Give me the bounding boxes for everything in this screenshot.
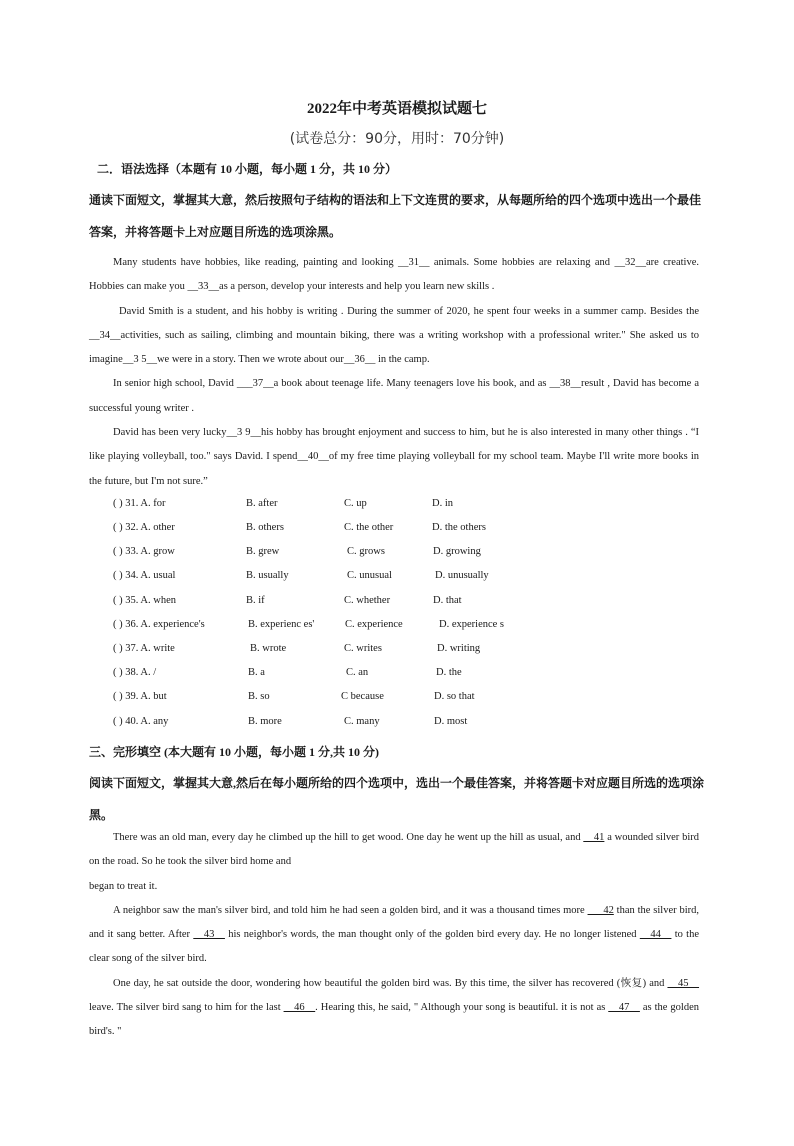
option-d: D. growing — [433, 546, 481, 557]
option-a: ( ) 38. A. / — [113, 667, 157, 678]
option-row-37[interactable] — [113, 643, 713, 663]
option-row-39[interactable] — [113, 691, 713, 711]
option-a: ( ) 33. A. grow — [113, 546, 175, 557]
option-d: D. most — [434, 716, 468, 727]
cloze-paragraph-3: One day, he sat outside the door, wondering how beautiful the golden bird was. By this time, the silver has recovered (恢复) and __45__ leave. The silver bird sang to him for the last __46__. Hearing this, he said, " Although your song is beautiful. it is not as __47__ as the golden bird's. " — [89, 977, 700, 1038]
option-c: C. whether — [344, 595, 391, 606]
option-a: ( ) 40. A. any — [113, 716, 169, 727]
option-a: ( ) 39. A. but — [113, 691, 167, 702]
cloze-paragraph-1: There was an old man, every day he climbed up the hill to get wood. One day he went up the hill as usual, and __41 a wounded silver bird on the road. So he took the silver bird home and — [89, 832, 699, 868]
option-c: C. the other — [344, 522, 394, 533]
option-row-32[interactable] — [113, 522, 713, 542]
section2-heading: 二．语法选择（本题有 10 小题，每小题 1 分，共 10 分） — [97, 162, 398, 176]
blank-45: __45__ — [667, 977, 699, 989]
option-d: D. the others — [432, 522, 486, 533]
option-c: C. experience — [345, 619, 403, 630]
blank-42: ___42 — [587, 904, 614, 916]
option-d: D. unusually — [435, 570, 489, 581]
section2-passage — [89, 251, 699, 494]
option-b: B. others — [246, 522, 284, 533]
section3-heading: 三、完形填空 (本大题有 10 小题，每小题 1 分,共 10 分) — [89, 745, 379, 759]
exam-title: 2022年中考英语模拟试题七 — [306, 101, 487, 117]
section3-instruction: 阅读下面短文，掌握其大意,然后在每小题所给的四个选项中，选出一个最佳答案，并将答题卡对应题目所选的选项涂黑。 — [89, 776, 705, 822]
option-b: B. experienc es' — [248, 619, 315, 630]
blank-46: __46__ — [283, 1002, 316, 1014]
option-a: ( ) 31. A. for — [113, 498, 166, 509]
passage-paragraph-1: Many students have hobbies, like reading, painting and looking __31__ animals. Some hobbies are relaxing and __32__are creative. Hobbies can make you __33__as a person, develop your interests and help you learn new skills . — [89, 257, 699, 293]
blank-41: __41 — [583, 832, 605, 843]
option-a: ( ) 36. A. experience's — [113, 619, 205, 630]
option-a: ( ) 37. A. write — [113, 643, 175, 654]
option-b: B. wrote — [250, 643, 287, 654]
option-b: B. usually — [246, 570, 289, 581]
section2-instruction: 通读下面短文，掌握其大意，然后按照句子结构的语法和上下文连贯的要求，从每题所给的四个选项中选出一个最佳答案，并将答题卡上对应题目所选的选项涂黑。 — [89, 193, 702, 239]
option-row-36[interactable] — [113, 619, 713, 639]
option-b: B. so — [248, 691, 270, 702]
option-c: C. an — [346, 667, 369, 678]
cloze-paragraph-1-cont: began to treat it. — [89, 880, 158, 892]
option-row-31[interactable] — [113, 498, 713, 518]
option-d: D. writing — [437, 643, 481, 654]
option-c: C. grows — [347, 546, 385, 557]
option-d: D. the — [436, 667, 462, 678]
option-d: D. so that — [434, 691, 475, 702]
option-b: B. if — [246, 595, 265, 606]
option-c: C. many — [344, 716, 380, 727]
option-d: D. experience s — [439, 619, 505, 630]
option-c: C. writes — [344, 643, 382, 654]
option-a: ( ) 32. A. other — [113, 522, 175, 533]
option-a: ( ) 34. A. usual — [113, 570, 176, 581]
passage-paragraph-4: David has been very lucky__3 9__his hobby has brought enjoyment and success to him, but he is also interested in many other things . “I like playing volleyball, too." says David. I spend__40__of my free time playing volleyball for my school team. Maybe I'll write more books in the future, but I'm not sure.” — [89, 427, 699, 487]
option-c: C. up — [344, 498, 367, 509]
option-b: B. a — [248, 667, 265, 678]
section3-passage — [89, 826, 699, 1045]
option-b: B. more — [248, 716, 282, 727]
option-a: ( ) 35. A. when — [113, 595, 176, 606]
option-row-33[interactable] — [113, 546, 713, 566]
option-row-38[interactable] — [113, 667, 713, 687]
option-row-35[interactable] — [113, 595, 713, 615]
option-c: C. unusual — [347, 570, 392, 581]
option-c: C because — [341, 691, 384, 702]
option-b: B. grew — [246, 546, 280, 557]
cloze-paragraph-2: A neighbor saw the man's silver bird, and told him he had seen a golden bird, and it was a thousand times more ___42 than the silver bird, and it sang better. After __43__ his neighbor's words, the man thought only of the golden bird every day. He no longer listened __44__ to the clear song of the silver bird. — [89, 904, 700, 965]
option-d: D. that — [433, 595, 462, 606]
exam-subtitle: (试卷总分：90分，用时：70分钟) — [289, 131, 505, 147]
passage-paragraph-3: In senior high school, David ___37__a book about teenage life. Many teenagers love his book, and as __38__result , David has become a successful young writer . — [89, 378, 699, 414]
blank-47: __47__ — [608, 1002, 640, 1014]
option-row-34[interactable] — [113, 570, 713, 590]
blank-43: __43__ — [193, 929, 225, 941]
option-d: D. in — [432, 498, 453, 509]
option-b: B. after — [246, 498, 278, 509]
passage-paragraph-2: David Smith is a student, and his hobby is writing . During the summer of 2020, he spent four weeks in a summer camp. Besides the __34__activities, such as sailing, climbing and mountain biking, there was a writing workshop with a professional writer." She asked us to imagine__3 5__we were in a story. Then we wrote about our__36__ in the camp. — [89, 305, 699, 366]
blank-44: __44__ — [639, 929, 672, 941]
option-row-40[interactable] — [113, 716, 713, 736]
